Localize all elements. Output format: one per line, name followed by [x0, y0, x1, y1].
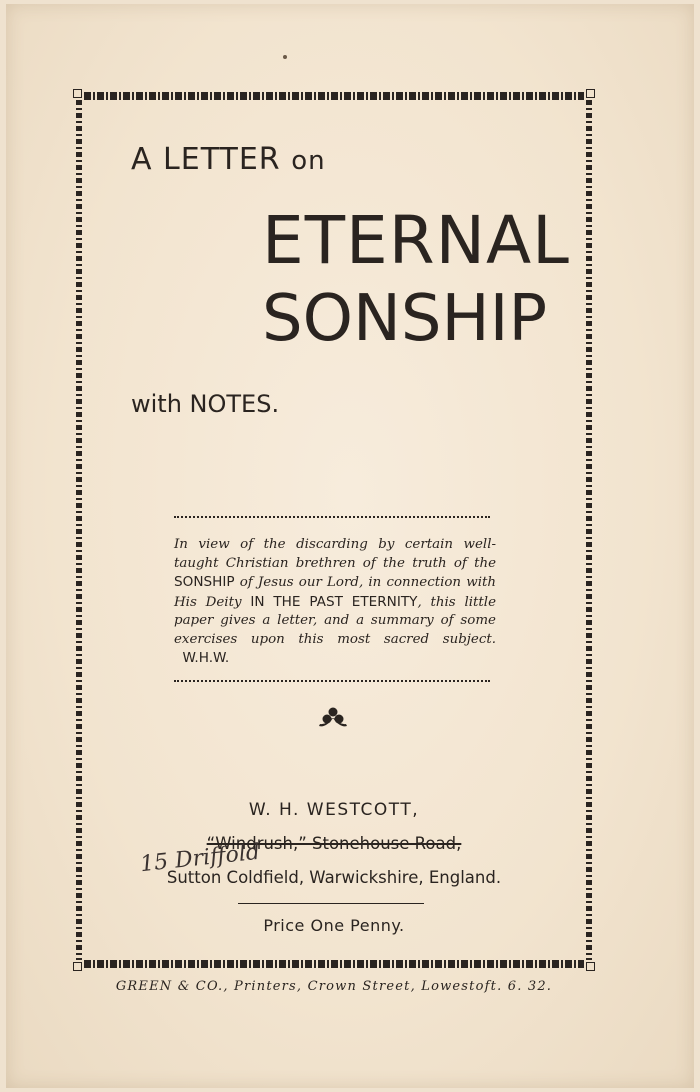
intro-initials: W.H.W.	[182, 650, 230, 666]
title-line-1	[131, 142, 326, 177]
border-corner	[586, 962, 595, 971]
dotted-rule-top	[174, 516, 490, 520]
intro-text-3: , this little paper gives a letter, and a summary of some exercises upon this most sacred subject.	[174, 594, 496, 647]
intro-paragraph	[174, 536, 496, 669]
intro-text-1: In view of the discarding by certain well-taught Christian brethren of the truth of the	[174, 537, 496, 571]
border-right	[586, 100, 592, 960]
dotted-rule-bottom	[174, 680, 490, 684]
address-line-1	[0, 834, 668, 853]
border-corner	[73, 89, 82, 98]
handwritten-correction: 15 Driffold	[139, 839, 262, 878]
price: Price One Penny.	[263, 916, 405, 935]
border-left	[76, 100, 82, 960]
border-top	[84, 92, 584, 100]
title-a-letter: A LETTER	[131, 142, 281, 177]
struck-address: “Windrush,” Stonehouse Road,	[206, 834, 462, 853]
intro-caps-1: SONSHIP	[174, 574, 235, 590]
border-bottom	[84, 960, 584, 968]
author-name: W. H. WESTCOTT,	[248, 800, 420, 820]
title-eternal: ETERNAL	[262, 202, 570, 279]
intro-caps-2: IN THE PAST ETERNITY	[250, 593, 418, 610]
paper-speck	[283, 55, 287, 59]
intro-text-2: of Jesus our Lord, in connection with His Deity	[174, 575, 496, 610]
clover-ornament-icon	[316, 706, 350, 730]
printer-imprint: GREEN & CO., Printers, Crown Street, Lowestoft. 6. 32.	[115, 979, 553, 994]
border-corner	[73, 962, 82, 971]
title-with-notes: with NOTES.	[131, 390, 280, 418]
title-on: on	[291, 146, 326, 176]
border-corner	[586, 89, 595, 98]
price-rule	[238, 903, 424, 904]
title-sonship: SONSHIP	[262, 282, 548, 356]
address-line-2: Sutton Coldfield, Warwickshire, England.	[166, 868, 502, 887]
